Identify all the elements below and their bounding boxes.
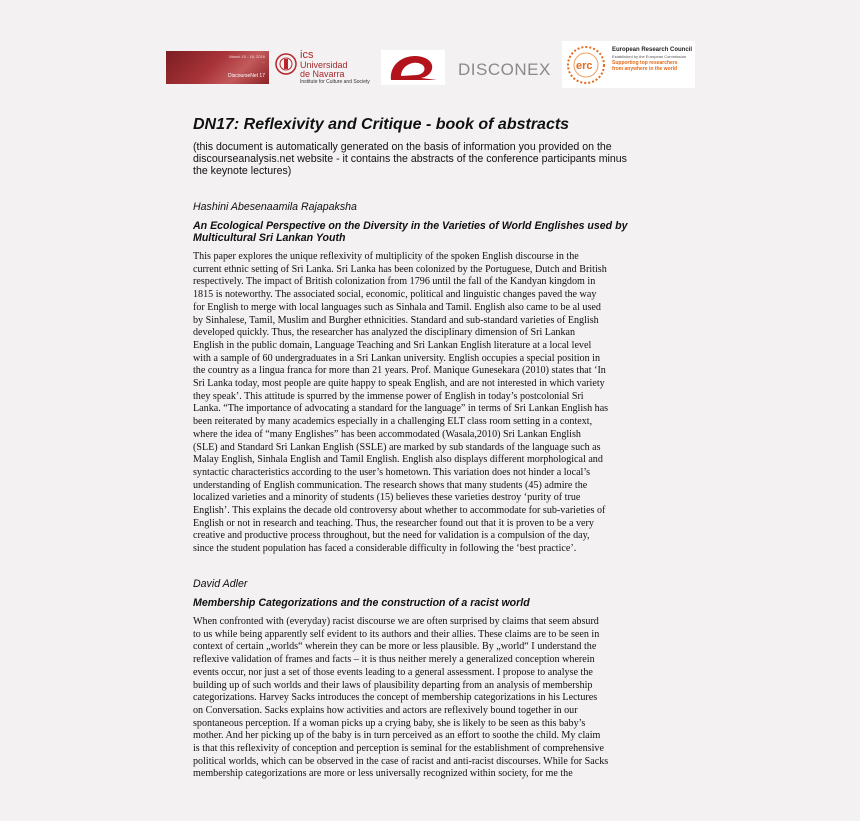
ics-institute: Institute for Culture and Society	[300, 79, 370, 85]
disconex-logo	[458, 52, 562, 86]
abstract-line: they speak’. This attitude is spurred by the immense power of English in today’s postcolonial Sri	[193, 390, 584, 402]
abstract-line: with a sample of 60 undergraduates in a Sri Lankan university. English occupies a special position in	[193, 352, 601, 364]
abstract-line: developed quickly. Thus, the researcher has analyzed the disciplinary dimension of Sri Lankan	[193, 327, 576, 339]
abstract-line: on Conversation. Sacks explains how activities and actors are reflexively bound together in our	[193, 704, 578, 716]
abstract-line: reflexive validation of frames and facts – it is thus neither merely a generalized conception wherein	[193, 654, 595, 666]
abstract-line: understanding of English communication. The research shows that many students (45) admire the	[193, 479, 588, 491]
document-intro	[193, 141, 653, 178]
abstract-line: current ethnic setting of Sri Lanka. Sri Lanka has been colonized by the Portuguese, Dutch and British	[193, 263, 607, 275]
abstract-line: localized varieties and a minority of students (15) believes these varieties destroy ‘purity of true	[193, 492, 581, 504]
discoursenet-logo	[166, 51, 269, 84]
abstract-line: is that this reflexivity of conception and perception is seminal for the establishment of comprehensive	[193, 743, 604, 755]
erc-logo	[562, 41, 695, 88]
abstract-line: respectively. The impact of British colonization from 1796 until the fall of the Kandyan kingdom in	[193, 276, 596, 288]
abstract-line: spontaneous perception. If a woman picks up a crying baby, she is likely to be seen as this baby’s	[193, 717, 586, 729]
abstract-line: Lanka. “The importance of advocating a standard for the language” in terms of Sri Lankan English has	[193, 403, 609, 415]
abstract-line: English or not in research and teaching. Thus, the researcher found out that it is proven to be a very	[193, 517, 594, 529]
erc-emblem-icon	[566, 45, 608, 85]
ics-navarra: de Navarra	[300, 69, 345, 79]
abstract-line: since the student population has faced a considerable difficulty in following the ‘best practice’.	[193, 543, 577, 555]
abstract-line: for English to merge with local languages such as Sinhala and Tamil. English also came to be al used	[193, 301, 601, 313]
abstract-line: the country as a lingua franca for more than 21 years. Prof. Manique Gunesekara (2010) states that ‘In	[193, 365, 606, 377]
abstract-line: This paper explores the unique reflexivity of multiplicity of the spoken English discourse in the	[193, 251, 579, 262]
entry-abstract	[193, 251, 651, 556]
erc-name: European Research Council	[612, 47, 693, 53]
entry-title-line: An Ecological Perspective on the Diversity in the Varieties of World Englishes used by	[193, 220, 628, 232]
entry-title-line: Membership Categorizations and the construction of a racist world	[193, 597, 530, 609]
document-title: DN17: Reflexivity and Critique - book of abstracts	[193, 116, 570, 133]
abstract-line: 1815 is noteworthy. The associated social, economic, political and linguistic changes paved the way	[193, 289, 597, 301]
entry-title-line: Multicultural Sri Lankan Youth	[193, 232, 346, 245]
abstract-line: Sri Lanka today, most people are quite happy to speak English, and are not interested in which variety	[193, 378, 605, 390]
abstract-line: syntactic characteristics according to the user’s hometown. This variation does not hinder a local’s	[193, 466, 591, 478]
abstract-line: political worlds, which can be observed in the case of racist and anti-racist discourses. While for Sacks	[193, 755, 609, 767]
entry-title	[193, 597, 653, 609]
sponsor-logos	[0, 0, 860, 95]
erc-emblem-text: erc	[576, 60, 593, 72]
abstract-line: where the idea of “many Englishes” has been accommodated (Wasala,2010) Sri Lankan English	[193, 428, 581, 440]
erc-tagline-1: Supporting top researchers	[612, 60, 678, 66]
erc-established: Established by the European Commission	[612, 54, 687, 59]
abstract-line: context of certain „worlds“ wherein they can be more or less plausible. By „world“ I understand the	[193, 641, 597, 653]
abstract-line: When confronted with (everyday) racist discourse we are often surprised by claims that seem absurd	[193, 616, 599, 627]
abstract-line: mother. And her picking up of the baby is in turn perceived as an effort to soothe the child. My claim	[193, 730, 601, 742]
abstract-line: English in the public domain, Language Teaching and Sri Lankan English literature at a local level	[193, 339, 592, 351]
abstract-line: (SLE) and Standard Sri Lankan English (SSLE) are marked by sub standards of the language such as	[193, 441, 601, 453]
abstract-line: creative and productive process throughout, but the need for validation is a compulsion of the day,	[193, 530, 590, 542]
abstract-line: events occur, nor just a set of those events leading to a general assessment. I propose to analyse the	[193, 666, 593, 678]
disconex-wordmark: DISCONEX	[458, 60, 551, 79]
ics-acronym: ics	[300, 49, 314, 61]
abstract-line: been reiterated by many academics especially in a challenging ELT class room setting in a context,	[193, 416, 593, 428]
intro-line: (this document is automatically generated on the basis of information you provided on the	[193, 141, 612, 153]
discoursenet-date-text: March 15 - 18, 2016 ...	[229, 54, 265, 64]
abstract-line: English’. This explains the decade old controversy about whether to accommodate for sub-varieties of	[193, 505, 606, 517]
discoursenet-name: DiscourseNet 17	[228, 73, 265, 79]
entry-title	[193, 220, 653, 244]
red-swirl-logo	[381, 50, 445, 85]
intro-line: the keynote lectures)	[193, 165, 292, 178]
abstract-line: categorizations. Harvey Sacks introduces the concept of membership categorizations in his Lectures	[193, 692, 598, 704]
abstract-line: membership categorizations are more or less universally recognized within society, for me the	[193, 768, 573, 780]
entry-author: David Adler	[193, 578, 248, 590]
abstract-line: to us while being apparently self evident to its authors and their allies. These claims are to be seen in	[193, 628, 600, 640]
abstract-line: by Sinhalese, Tamil, Muslim and Burgher ethnicities. Standard and sub-standard varieties of English	[193, 314, 599, 326]
erc-tagline-2: from anywhere in the world	[612, 66, 678, 72]
entry-author: Hashini Abesenaamila Rajapaksha	[193, 201, 357, 213]
intro-line: discourseanalysis.net website - it contains the abstracts of the conference participants minus	[193, 153, 627, 166]
abstract-line: Malay English, Sinhala English and Tamil English. English also displays different morphological and	[193, 454, 603, 466]
ics-university: Universidad	[300, 60, 348, 70]
ics-navarra-logo	[273, 48, 378, 86]
swirl-icon	[381, 50, 445, 85]
entry-abstract	[193, 616, 651, 781]
university-seal-icon	[275, 50, 297, 80]
abstract-line: building up of such worlds and their laws of plausibility departing from an analysis of membership	[193, 679, 593, 691]
